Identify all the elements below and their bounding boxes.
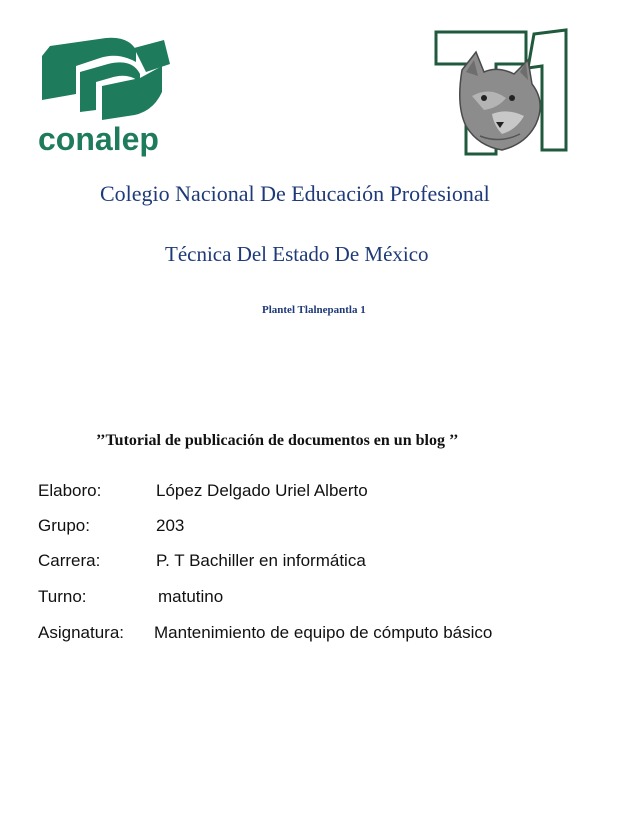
info-value: P. T Bachiller en informática bbox=[156, 551, 366, 570]
info-label: Carrera: bbox=[38, 551, 101, 570]
campus-name: Plantel Tlalnepantla 1 bbox=[262, 304, 366, 316]
conalep-logo-text: conalep bbox=[38, 121, 159, 157]
t1-wolf-logo bbox=[432, 26, 574, 162]
info-value: 203 bbox=[156, 516, 185, 535]
info-value: López Delgado Uriel Alberto bbox=[156, 481, 368, 500]
conalep-logo bbox=[36, 36, 178, 160]
info-value: Mantenimiento de equipo de cómputo básico bbox=[154, 623, 493, 642]
conalep-logo-icon bbox=[36, 36, 178, 160]
t1-wolf-icon bbox=[432, 26, 574, 162]
document-title: ’’Tutorial de publicación de documentos en un blog ’’ bbox=[96, 432, 459, 449]
institution-title: Colegio Nacional De Educación Profesional bbox=[100, 181, 490, 206]
info-label: Asignatura: bbox=[38, 623, 124, 642]
info-label: Elaboro: bbox=[38, 481, 102, 500]
info-label: Grupo: bbox=[38, 516, 90, 535]
info-label: Turno: bbox=[38, 587, 87, 606]
institution-subtitle: Técnica Del Estado De México bbox=[165, 242, 429, 266]
info-value: matutino bbox=[158, 587, 224, 606]
